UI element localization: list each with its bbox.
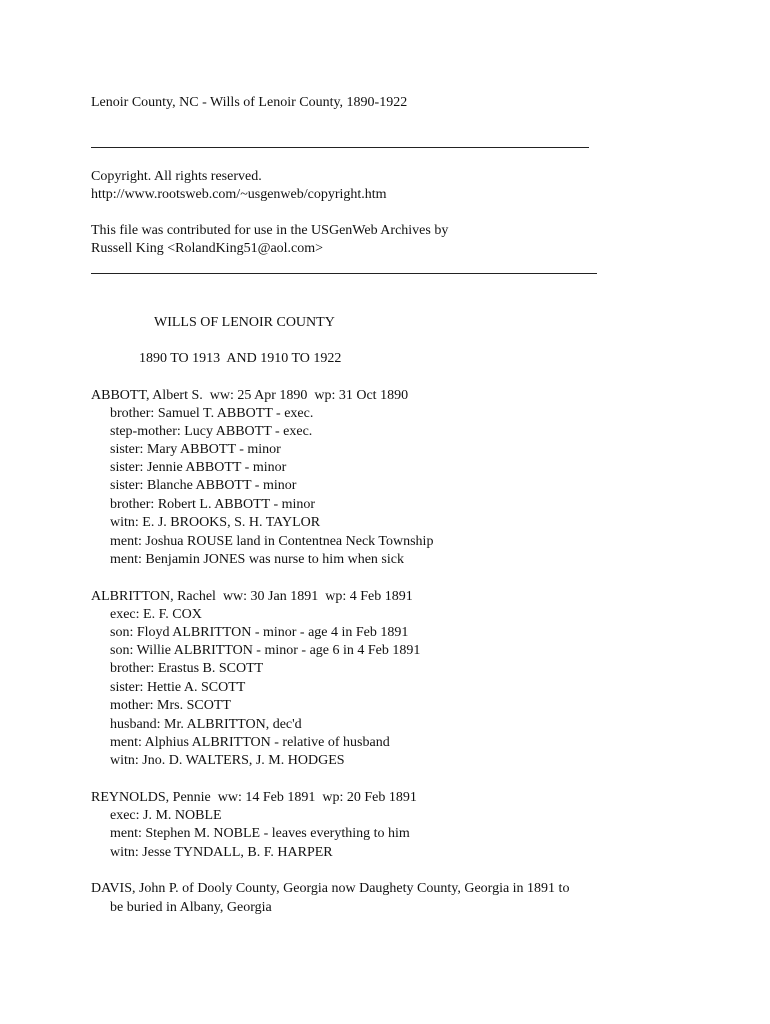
will-entry-header: ABBOTT, Albert S. ww: 25 Apr 1890 wp: 31 Oct 1890 <box>91 388 409 403</box>
will-entry-line: brother: Erastus B. SCOTT <box>110 661 264 676</box>
will-entry-line: brother: Robert L. ABBOTT - minor <box>110 497 316 512</box>
separator-rule-top <box>91 147 589 148</box>
will-entry-line: mother: Mrs. SCOTT <box>110 698 231 713</box>
will-entry-line: sister: Mary ABBOTT - minor <box>110 442 281 457</box>
document-title: Lenoir County, NC - Wills of Lenoir County, 1890-1922 <box>91 95 408 110</box>
section-heading: WILLS OF LENOIR COUNTY <box>154 315 335 330</box>
will-entry-line: step-mother: Lucy ABBOTT - exec. <box>110 424 313 439</box>
separator-rule-bottom <box>91 273 597 274</box>
will-entry-line: ment: Joshua ROUSE land in Contentnea Neck Township <box>110 534 434 549</box>
will-entry-line: witn: Jesse TYNDALL, B. F. HARPER <box>110 845 333 860</box>
will-entry-header: DAVIS, John P. of Dooly County, Georgia now Daughety County, Georgia in 1891 to <box>91 881 570 896</box>
will-entry-header: REYNOLDS, Pennie ww: 14 Feb 1891 wp: 20 Feb 1891 <box>91 790 417 805</box>
contribution-text: This file was contributed for use in the USGenWeb Archives by <box>91 223 449 238</box>
will-entry-line: exec: E. F. COX <box>110 607 202 622</box>
copyright-text: Copyright. All rights reserved. <box>91 169 262 184</box>
will-entry-header: ALBRITTON, Rachel ww: 30 Jan 1891 wp: 4 Feb 1891 <box>91 589 413 604</box>
will-entry-line: ment: Benjamin JONES was nurse to him when sick <box>110 552 404 567</box>
will-entry-line: witn: E. J. BROOKS, S. H. TAYLOR <box>110 515 321 530</box>
will-entry-line: son: Willie ALBRITTON - minor - age 6 in 4 Feb 1891 <box>110 643 421 658</box>
will-entry-line: sister: Jennie ABBOTT - minor <box>110 460 287 475</box>
will-entry-line: exec: J. M. NOBLE <box>110 808 222 823</box>
will-entry-line: brother: Samuel T. ABBOTT - exec. <box>110 406 314 421</box>
section-subheading: 1890 TO 1913 AND 1910 TO 1922 <box>139 351 342 366</box>
will-entry-line: son: Floyd ALBRITTON - minor - age 4 in Feb 1891 <box>110 625 409 640</box>
will-entry-line: ment: Stephen M. NOBLE - leaves everything to him <box>110 826 410 841</box>
will-entry-line: be buried in Albany, Georgia <box>110 900 272 915</box>
will-entry-line: sister: Hettie A. SCOTT <box>110 680 246 695</box>
will-entry-line: witn: Jno. D. WALTERS, J. M. HODGES <box>110 753 345 768</box>
will-entry-line: sister: Blanche ABBOTT - minor <box>110 478 297 493</box>
will-entry-line: husband: Mr. ALBRITTON, dec'd <box>110 717 302 732</box>
contributor-name: Russell King <RolandKing51@aol.com> <box>91 241 324 256</box>
will-entry-line: ment: Alphius ALBRITTON - relative of husband <box>110 735 390 750</box>
copyright-url: http://www.rootsweb.com/~usgenweb/copyright.htm <box>91 187 387 202</box>
